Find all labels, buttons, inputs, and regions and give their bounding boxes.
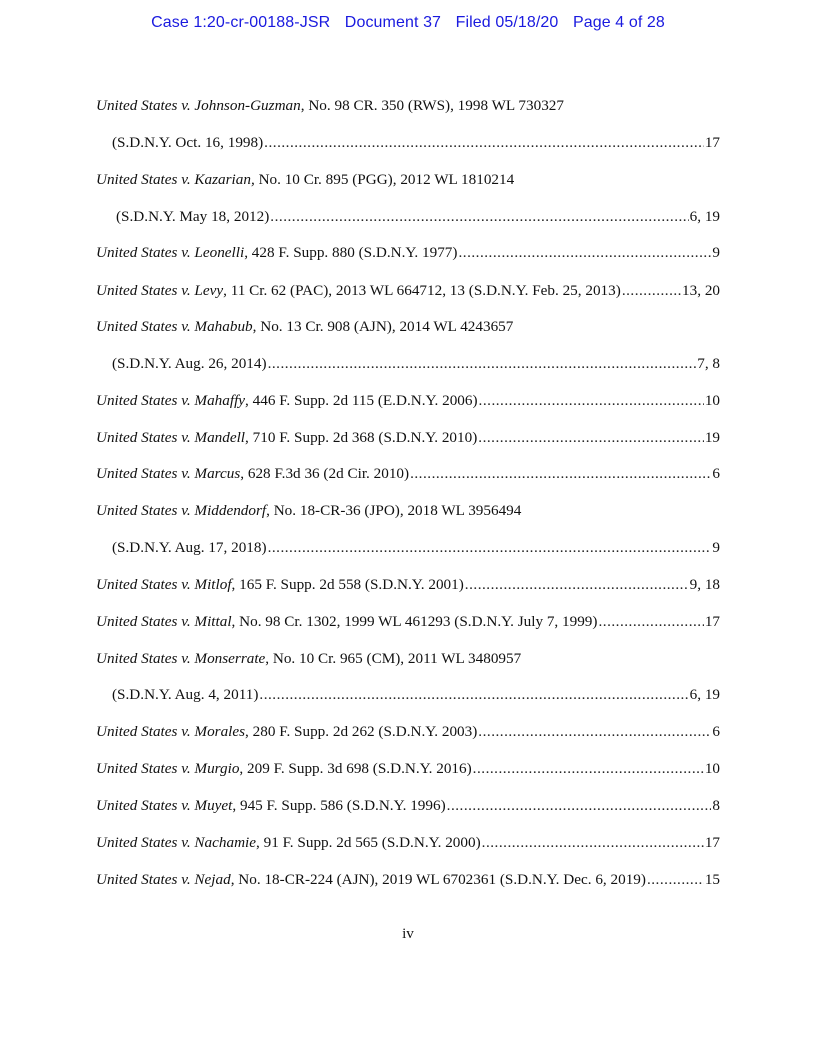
case-name: United States v. Nachamie <box>96 834 256 851</box>
page-references: 17 <box>704 613 720 630</box>
filed-date: Filed 05/18/20 <box>455 14 559 31</box>
document-number: Document 37 <box>344 14 442 31</box>
toa-entry-continuation <box>112 354 720 374</box>
toa-entry-continuation <box>116 207 720 227</box>
dot-leader <box>270 207 688 227</box>
page-references: 9 <box>712 539 720 556</box>
toa-entry <box>96 464 720 484</box>
case-name: United States v. Nejad <box>96 871 231 888</box>
toa-entry <box>96 870 720 890</box>
toa-entry <box>96 170 720 190</box>
citation: , No. 10 Cr. 965 (CM), 2011 WL 3480957 <box>265 650 522 667</box>
page-references: 15 <box>704 871 720 888</box>
case-name: United States v. Mitlof <box>96 576 232 593</box>
citation: , 945 F. Supp. 586 (S.D.N.Y. 1996) <box>232 797 446 814</box>
toa-entry-continuation <box>112 133 720 153</box>
dot-leader <box>268 354 697 374</box>
dot-leader <box>479 391 704 411</box>
citation: , No. 18-CR-224 (AJN), 2019 WL 6702361 (S.D.N.Y. Dec. 6, 2019) <box>230 871 646 888</box>
toa-entry <box>96 428 720 448</box>
toa-entry <box>96 759 720 779</box>
page-indicator: Page 4 of 28 <box>572 14 665 31</box>
citation: , 710 F. Supp. 2d 368 (S.D.N.Y. 2010) <box>245 429 478 446</box>
page-references: 17 <box>704 834 720 851</box>
dot-leader <box>647 870 704 890</box>
case-name: United States v. Mandell <box>96 429 246 446</box>
dot-leader <box>465 575 689 595</box>
case-name: United States v. Marcus <box>96 465 241 482</box>
dot-leader <box>268 538 712 558</box>
citation-court-date: (S.D.N.Y. Aug. 4, 2011) <box>112 686 259 703</box>
dot-leader <box>458 243 711 263</box>
citation: , 11 Cr. 62 (PAC), 2013 WL 664712, 13 (S.D.N.Y. Feb. 25, 2013) <box>223 282 621 299</box>
dot-leader <box>622 281 681 301</box>
page-number: iv <box>402 925 414 942</box>
citation: , 446 F. Supp. 2d 115 (E.D.N.Y. 2006) <box>245 392 478 409</box>
page-references: 7, 8 <box>697 355 720 372</box>
toa-entry <box>96 281 720 301</box>
page-references: 9, 18 <box>689 576 720 593</box>
toa-entry <box>96 391 720 411</box>
toa-entry <box>96 501 720 521</box>
toa-entry <box>96 317 720 337</box>
ecf-header <box>0 14 816 32</box>
citation: , 165 F. Supp. 2d 558 (S.D.N.Y. 2001) <box>231 576 464 593</box>
toa-entry <box>96 612 720 632</box>
case-name: United States v. Kazarian, <box>96 171 255 188</box>
citation-court-date: (S.D.N.Y. Aug. 17, 2018) <box>112 539 267 556</box>
toa-entry-continuation <box>112 538 720 558</box>
page-references: 6, 19 <box>689 686 720 703</box>
toa-entry <box>96 243 720 263</box>
case-name: United States v. Monserrate <box>96 650 266 667</box>
page-references: 17 <box>704 134 720 151</box>
case-name: United States v. Muyet <box>96 797 233 814</box>
case-number: Case 1:20-cr-00188-JSR <box>151 14 331 31</box>
toa-entry <box>96 722 720 742</box>
dot-leader <box>598 612 703 632</box>
case-name: United States v. Mahaffy <box>96 392 246 409</box>
dot-leader <box>482 833 704 853</box>
citation: , 209 F. Supp. 3d 698 (S.D.N.Y. 2016) <box>239 760 472 777</box>
page-references: 8 <box>712 797 720 814</box>
case-name: United States v. Mahabub <box>96 318 253 335</box>
page-references: 6, 19 <box>689 208 720 225</box>
dot-leader <box>473 759 704 779</box>
citation-court-date: (S.D.N.Y. Oct. 16, 1998) <box>112 134 264 151</box>
page-references: 19 <box>704 429 720 446</box>
dot-leader <box>478 722 711 742</box>
toa-entry <box>96 796 720 816</box>
page-references: 10 <box>704 760 720 777</box>
dot-leader <box>447 796 712 816</box>
page-references: 6 <box>712 465 720 482</box>
citation: , 428 F. Supp. 880 (S.D.N.Y. 1977) <box>244 244 458 261</box>
dot-leader <box>410 464 711 484</box>
citation: , No. 98 Cr. 1302, 1999 WL 461293 (S.D.N.Y. July 7, 1999) <box>231 613 598 630</box>
page-references: 6 <box>712 723 720 740</box>
citation: No. 10 Cr. 895 (PGG), 2012 WL 1810214 <box>254 171 515 188</box>
toa-entry-continuation <box>112 685 720 705</box>
dot-leader <box>264 133 704 153</box>
citation: , 280 F. Supp. 2d 262 (S.D.N.Y. 2003) <box>245 723 478 740</box>
case-name: United States v. Murgio <box>96 760 240 777</box>
citation-court-date: (S.D.N.Y. May 18, 2012) <box>116 208 270 225</box>
toa-entry <box>96 96 720 116</box>
toa-entry <box>96 649 720 669</box>
citation-court-date: (S.D.N.Y. Aug. 26, 2014) <box>112 355 267 372</box>
page-references: 10 <box>704 392 720 409</box>
toa-entry <box>96 575 720 595</box>
dot-leader <box>478 428 704 448</box>
case-name: United States v. Leonelli <box>96 244 245 261</box>
case-name: United States v. Johnson-Guzman <box>96 97 301 114</box>
case-name: United States v. Levy <box>96 282 224 299</box>
toa-entry <box>96 833 720 853</box>
citation: , 628 F.3d 36 (2d Cir. 2010) <box>240 465 410 482</box>
citation: , 91 F. Supp. 2d 565 (S.D.N.Y. 2000) <box>256 834 481 851</box>
case-name: United States v. Morales <box>96 723 246 740</box>
citation: , No. 13 Cr. 908 (AJN), 2014 WL 4243657 <box>252 318 514 335</box>
case-name: United States v. Mittal <box>96 613 232 630</box>
page-references: 9 <box>712 244 720 261</box>
citation: , No. 18-CR-36 (JPO), 2018 WL 3956494 <box>266 502 522 519</box>
citation: , No. 98 CR. 350 (RWS), 1998 WL 730327 <box>300 97 564 114</box>
case-name: United States v. Middendorf <box>96 502 267 519</box>
page-references: 13, 20 <box>682 282 720 299</box>
dot-leader <box>259 685 688 705</box>
